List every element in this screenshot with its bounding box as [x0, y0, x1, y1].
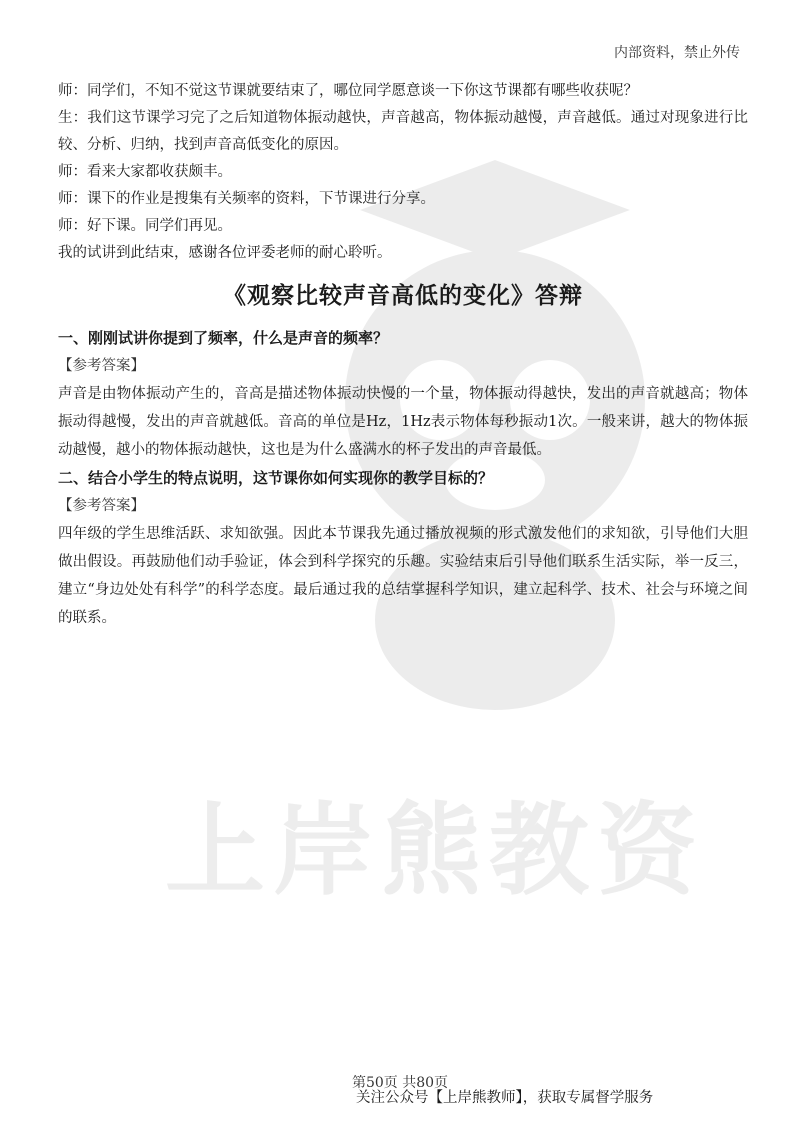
question-heading: 二、结合小学生的特点说明，这节课你如何实现你的教学目标的？	[58, 469, 494, 487]
answer-text: 四年级的学生思维活跃、求知欲强。因此本节课我先通过播放视频的形式激发他们的求知欲，引导他们大胆做出假设。再鼓励他们动手验证，体会到科学探究的乐趣。实验结束后引导他们联系生活实际，举一反三，建立“身边处处有科学”的科学态度。最后通过我的总结掌握科学知识，建立起科学、技术、社会与环境之间的联系。	[58, 526, 748, 626]
closing-line: 我的试讲到此结束，感谢各位评委老师的耐心聆听。	[58, 245, 392, 261]
answer-tag: 【参考答案】	[58, 358, 145, 374]
header-note: 内部资料，禁止外传	[614, 45, 740, 61]
footer-promo: 关注公众号【上岸熊教师】，获取专属督学服务	[356, 1090, 654, 1106]
dialogue-line: 师：看来大家都收获颇丰。	[58, 164, 232, 180]
dialogue-line: 师：好下课。同学们再见。	[58, 218, 232, 234]
dialogue-line: 生：我们这节课学习完了之后知道物体振动越快，声音越高，物体振动越慢，声音越低。通过对现象进行比较、分析、归纳，找到声音高低变化的原因。	[58, 110, 748, 153]
answer-text: 声音是由物体振动产生的，音高是描述物体振动快慢的一个量，物体振动得越快，发出的声音就越高；物体振动得越慢，发出的声音就越低。音高的单位是Hz，1Hz表示物体每秒振动1次。一般来讲，越大的物体振动越慢，越小的物体振动越快，这也是为什么盛满水的杯子发出的声音最低。	[58, 386, 748, 458]
defense-title: 《观察比较声音高低的变化》答辩	[223, 282, 583, 309]
dialogue-line: 师：课下的作业是搜集有关频率的资料，下节课进行分享。	[58, 191, 435, 207]
document-body	[58, 78, 748, 632]
page-number: 第50页 共80页	[351, 1075, 449, 1091]
dialogue-line: 师：同学们，不知不觉这节课就要结束了，哪位同学愿意谈一下你这节课都有哪些收获呢？	[58, 83, 638, 99]
watermark-text: 上岸熊教资	[165, 792, 705, 909]
question-heading: 一、刚刚试讲你提到了频率，什么是声音的频率？	[58, 329, 389, 347]
answer-tag: 【参考答案】	[58, 498, 145, 514]
